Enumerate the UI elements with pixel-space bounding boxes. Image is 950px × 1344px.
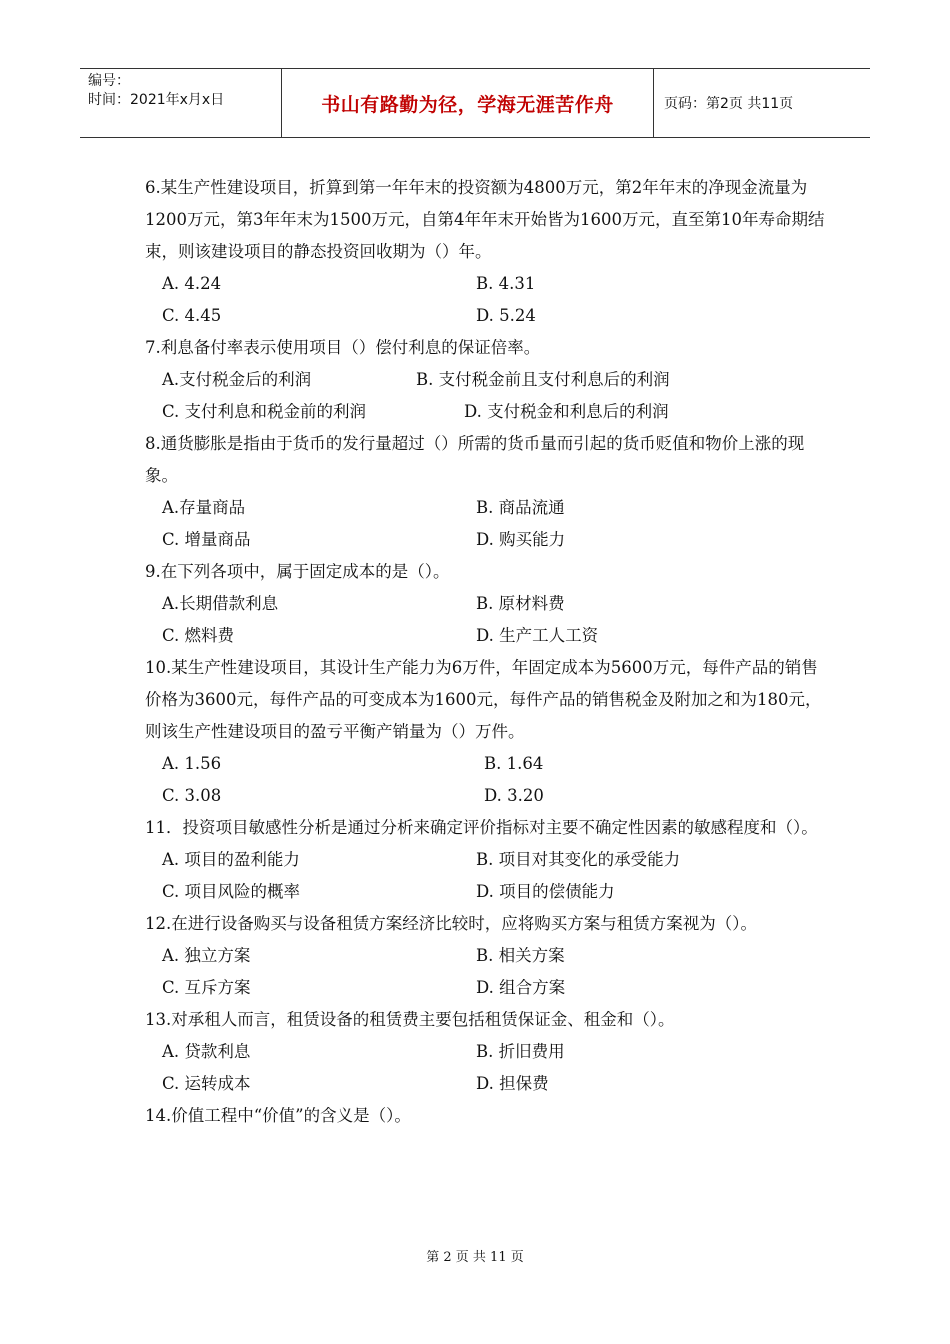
- question-12: [145, 908, 825, 1004]
- question-6: [145, 172, 825, 332]
- option-a: A.存量商品: [162, 498, 246, 517]
- option-a: A. 独立方案: [162, 946, 251, 965]
- option-d: D. 担保费: [476, 1074, 549, 1093]
- question-list: [145, 172, 825, 1132]
- question-14: [145, 1100, 825, 1132]
- header-page-label: 页码：第2页 共11页: [664, 96, 794, 112]
- option-b: B. 商品流通: [476, 498, 565, 517]
- header-right-cell: [654, 69, 870, 137]
- option-d: D. 购买能力: [476, 530, 566, 549]
- question-stem: 11．投资项目敏感性分析是通过分析来确定评价指标对主要不确定性因素的敏感程度和（）。: [145, 818, 818, 837]
- question-options: [145, 940, 825, 1004]
- option-a: A. 贷款利息: [162, 1042, 251, 1061]
- option-a: A.长期借款利息: [162, 594, 279, 613]
- question-options: [145, 1036, 825, 1100]
- option-c: C. 4.45: [162, 306, 222, 325]
- option-b: B. 支付税金前且支付利息后的利润: [416, 370, 670, 389]
- option-c: C. 项目风险的概率: [162, 882, 301, 901]
- question-options: [145, 364, 825, 428]
- option-c: C. 支付利息和税金前的利润: [162, 402, 367, 421]
- question-options: [145, 492, 825, 556]
- question-stem: 14.价值工程中“价值”的含义是（）。: [145, 1106, 411, 1125]
- question-stem: 8.通货膨胀是指由于货币的发行量超过（）所需的货币量而引起的货币贬值和物价上涨的现象。: [145, 434, 805, 485]
- header-middle-cell: [282, 69, 654, 137]
- page-header: [80, 68, 870, 138]
- option-b: B. 相关方案: [476, 946, 565, 965]
- option-b: B. 折旧费用: [476, 1042, 565, 1061]
- option-a: A. 项目的盈利能力: [162, 850, 300, 869]
- question-13: [145, 1004, 825, 1100]
- question-stem: 7.利息备付率表示使用项目（）偿付利息的保证倍率。: [145, 338, 541, 357]
- question-stem: 12.在进行设备购买与设备租赁方案经济比较时，应将购买方案与租赁方案视为（）。: [145, 914, 757, 933]
- option-a: A. 1.56: [162, 754, 222, 773]
- question-stem: 13.对承租人而言，租赁设备的租赁费主要包括租赁保证金、租金和（）。: [145, 1010, 675, 1029]
- header-left-cell: [80, 69, 282, 137]
- option-b: B. 4.31: [476, 274, 536, 293]
- option-d: D. 5.24: [476, 306, 536, 325]
- option-b: B. 项目对其变化的承受能力: [476, 850, 681, 869]
- question-options: [145, 268, 825, 332]
- question-8: [145, 428, 825, 556]
- option-a: A.支付税金后的利润: [162, 370, 312, 389]
- question-stem: 10.某生产性建设项目，其设计生产能力为6万件，年固定成本为5600万元，每件产品的销售价格为3600元，每件产品的可变成本为1600元，每件产品的销售税金及附加之和为180元，则该生产性建设项目的盈亏平衡产销量为（）万件。: [145, 658, 822, 741]
- header-motto: 书山有路勤为径，学海无涯苦作舟: [321, 93, 614, 116]
- question-stem: 9.在下列各项中，属于固定成本的是（）。: [145, 562, 450, 581]
- option-c: C. 3.08: [162, 786, 222, 805]
- option-c: C. 互斥方案: [162, 978, 251, 997]
- option-d: D. 组合方案: [476, 978, 566, 997]
- doc-number-label: 编号：: [88, 73, 130, 89]
- question-11: [145, 812, 825, 908]
- question-options: [145, 588, 825, 652]
- option-d: D. 项目的偿债能力: [476, 882, 615, 901]
- option-d: D. 3.20: [484, 786, 544, 805]
- option-a: A. 4.24: [162, 274, 222, 293]
- question-stem: 6.某生产性建设项目，折算到第一年年末的投资额为4800万元，第2年年末的净现金流量为1200万元，第3年年末为1500万元，自第4年年末开始皆为1600万元，直至第10年寿命期结束，则该建设项目的静态投资回收期为（）年。: [145, 178, 825, 261]
- option-b: B. 1.64: [484, 754, 544, 773]
- option-c: C. 增量商品: [162, 530, 251, 549]
- option-b: B. 原材料费: [476, 594, 565, 613]
- question-7: [145, 332, 825, 428]
- option-d: D. 支付税金和利息后的利润: [464, 402, 669, 421]
- question-options: [145, 748, 825, 812]
- question-10: [145, 652, 825, 812]
- doc-time-label: 时间：2021年x月x日: [88, 92, 225, 108]
- question-options: [145, 844, 825, 908]
- question-9: [145, 556, 825, 652]
- option-c: C. 运转成本: [162, 1074, 251, 1093]
- page-footer: 第 2 页 共 11 页: [426, 1250, 524, 1265]
- option-d: D. 生产工人工资: [476, 626, 599, 645]
- option-c: C. 燃料费: [162, 626, 235, 645]
